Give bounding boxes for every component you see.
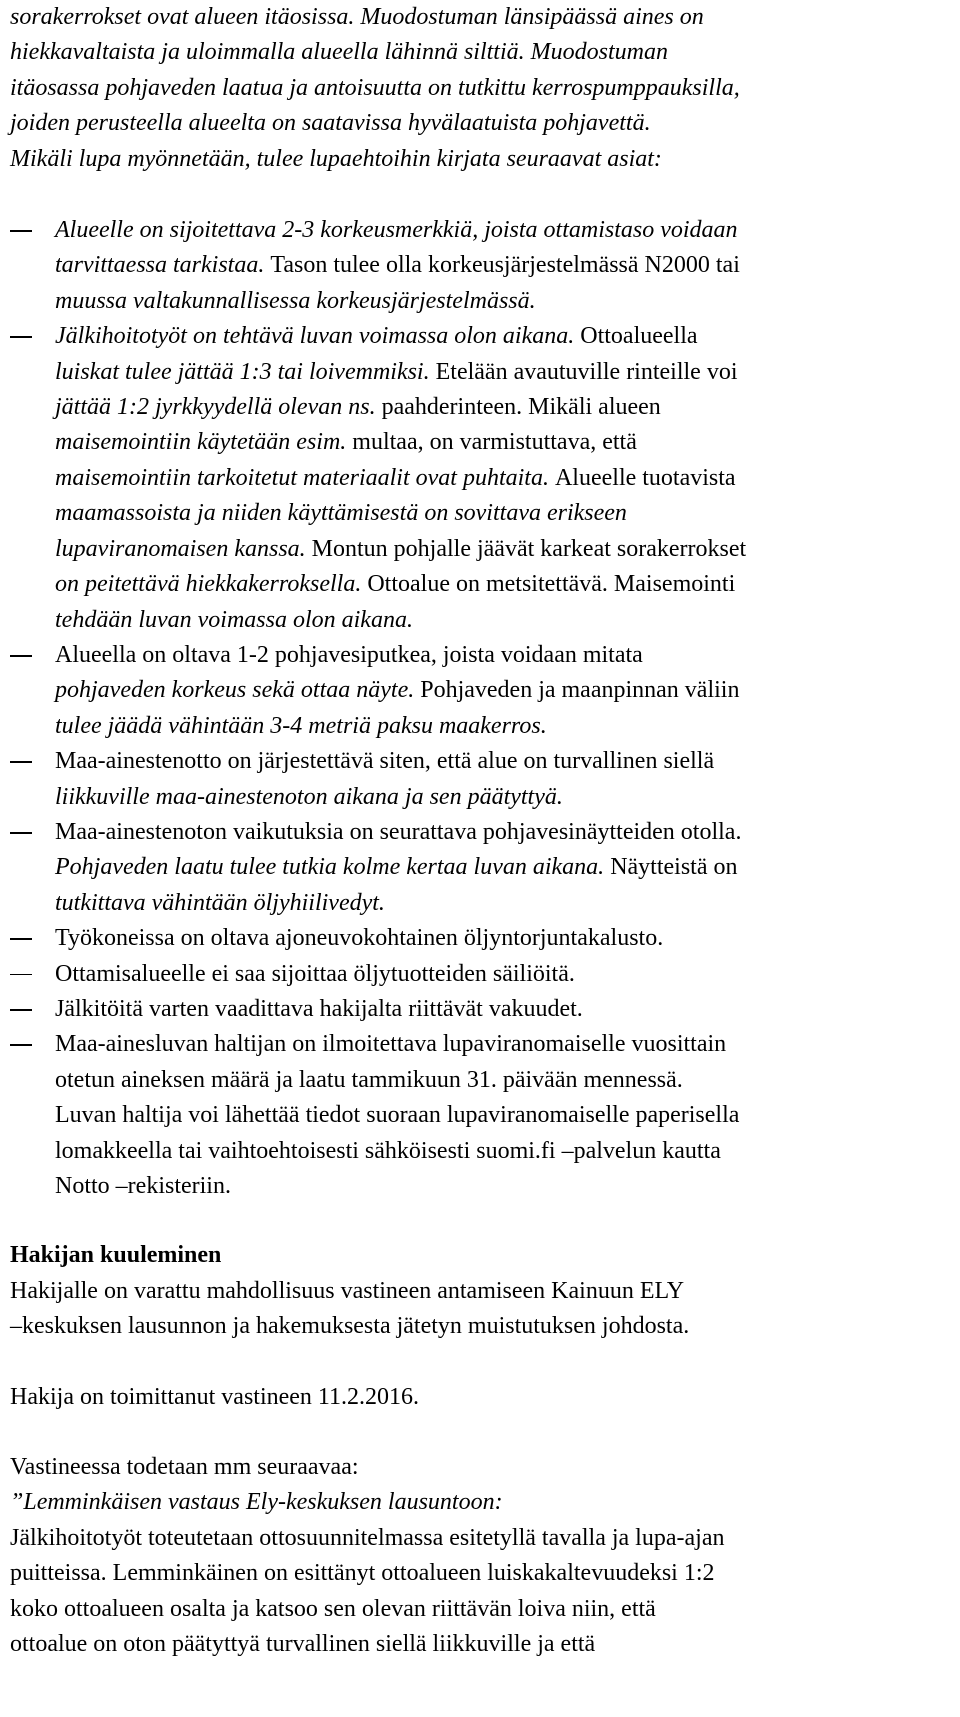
hearing-intro-paragraph [10, 1274, 950, 1345]
condition-line [55, 567, 950, 602]
condition-line [55, 425, 950, 460]
condition-text-run: Montun pohjalle jäävät karkeat sorakerrokset [311, 535, 747, 562]
condition-line [55, 496, 950, 531]
condition-text-run: muussa valtakunnallisessa korkeusjärjestelmässä. [55, 287, 536, 314]
quote-line: ottoalue on oton päätyttyä turvallinen siellä liikkuville ja että [10, 1631, 596, 1658]
condition-line [55, 992, 950, 1027]
permit-condition-item [10, 1027, 950, 1204]
condition-line [55, 957, 950, 992]
condition-text-run: Etelään avautuville rinteille voi [435, 358, 738, 385]
quote-line: koko ottoalueen osalta ja katsoo sen olevan riittävän loiva niin, että [10, 1595, 656, 1622]
condition-text-run: Notto –rekisteriin. [55, 1173, 231, 1199]
permit-condition-item [10, 213, 950, 319]
condition-line [55, 532, 950, 567]
condition-text-run: maisemointiin käytetään esim. [55, 429, 353, 456]
section-heading-hakijan-kuuleminen: Hakijan kuuleminen [10, 1242, 222, 1269]
condition-text-run: Tason tulee olla korkeusjärjestelmässä N2000 tai [270, 252, 740, 279]
dash-bullet-icon [10, 974, 32, 976]
condition-text-run: Jälkihoitotyöt on tehtävä luvan voimassa olon aikana. [55, 323, 581, 350]
condition-text-run: Maa-ainestenoton vaikutuksia on seurattava pohjavesinäytteiden otolla. [55, 818, 742, 845]
condition-text-run: Pohjaveden laatu tulee tutkia kolme kertaa luvan aikana. [55, 854, 611, 881]
condition-line [55, 390, 950, 425]
condition-line [55, 1027, 950, 1062]
condition-text-run: Työkoneissa on oltava ajoneuvokohtainen öljyntorjuntakalusto. [55, 925, 664, 952]
condition-text-run: Maa-ainestenotto on järjestettävä siten, että alue on turvallinen siellä [55, 748, 715, 775]
condition-line [55, 284, 950, 319]
intro-paragraph [10, 0, 950, 177]
condition-line [55, 850, 950, 885]
condition-line [55, 1063, 950, 1098]
condition-line [55, 921, 950, 956]
condition-text-run: on peitettävä hiekkakerroksella. [55, 571, 368, 598]
dash-bullet-icon [10, 832, 32, 834]
dash-bullet-icon [10, 761, 32, 763]
condition-text-run: Luvan haltija voi lähettää tiedot suoraan lupaviranomaiselle paperisella [55, 1102, 740, 1129]
condition-text-run: Ottamisalueelle ei saa sijoittaa öljytuotteiden säiliöitä. [55, 960, 575, 987]
condition-text-run: Alueelle on sijoitettava 2-3 korkeusmerkkiä, joista ottamistaso voidaan [55, 217, 738, 244]
intro-line: joiden perusteella alueelta on saatavissa hyvälaatuista pohjavettä. [10, 110, 651, 137]
quote-line: Jälkihoitotyöt toteutetaan ottosuunnitelmassa esitetyllä tavalla ja lupa-ajan [10, 1524, 725, 1551]
permit-condition-item [10, 992, 950, 1027]
permit-condition-item [10, 957, 950, 992]
intro-line: Mikäli lupa myönnetään, tulee lupaehtoihin kirjata seuraavat asiat: [10, 145, 662, 172]
condition-text-run: Alueella on oltava 1-2 pohjavesiputkea, joista voidaan mitata [55, 641, 643, 668]
condition-line [55, 638, 950, 673]
condition-line [55, 1169, 950, 1204]
response-intro: Vastineessa todetaan mm seuraavaa: [10, 1454, 359, 1481]
condition-text-run: Alueelle tuotavista [554, 464, 736, 491]
dash-bullet-icon [10, 655, 32, 657]
dash-bullet-icon [10, 938, 32, 940]
condition-text-run: tarvittaessa tarkistaa. [55, 252, 271, 279]
condition-line [55, 213, 950, 248]
condition-text-run: maamassoista ja niiden käyttämisestä on sovittava erikseen [55, 500, 627, 527]
response-date-text: Hakija on toimittanut vastineen 11.2.2016. [10, 1383, 420, 1410]
intro-line: itäosassa pohjaveden laatua ja antoisuutta on tutkittu kerrospumppauksilla, [10, 74, 740, 101]
condition-line [55, 248, 950, 283]
condition-text-run: tehdään luvan voimassa olon aikana. [55, 606, 413, 633]
hearing-intro-line: –keskuksen lausunnon ja hakemuksesta jätetyn muistutuksen johdosta. [10, 1313, 690, 1340]
condition-text-run: paahderinteen. Mikäli alueen [381, 394, 661, 421]
dash-bullet-icon [10, 1009, 32, 1011]
condition-line [55, 1134, 950, 1169]
condition-line [55, 744, 950, 779]
condition-line [55, 355, 950, 390]
condition-text-run: Ottoalueella [580, 323, 698, 350]
condition-text-run: luiskat tulee jättää 1:3 tai loivemmiksi. [55, 358, 436, 385]
condition-text-run: maisemointiin tarkoitetut materiaalit ovat puhtaita. [55, 464, 555, 491]
condition-line [55, 886, 950, 921]
intro-line: sorakerrokset ovat alueen itäosissa. Muodostuman länsipäässä aines on [10, 4, 704, 30]
condition-line [55, 815, 950, 850]
condition-text-run: tulee jäädä vähintään 3-4 metriä paksu maakerros. [55, 712, 547, 739]
document-page [10, 0, 950, 1662]
condition-line [55, 780, 950, 815]
intro-line: hiekkavaltaista ja uloimmalla alueella lähinnä silttiä. Muodostuman [10, 39, 668, 66]
condition-line [55, 319, 950, 354]
condition-text-run: Jälkitöitä varten vaadittava hakijalta riittävät vakuudet. [55, 995, 583, 1022]
condition-text-run: lomakkeella tai vaihtoehtoisesti sähköisesti suomi.fi –palvelun kautta [55, 1137, 721, 1164]
dash-bullet-icon [10, 1044, 32, 1046]
condition-text-run: otetun aineksen määrä ja laatu tammikuun 31. päivään mennessä. [55, 1066, 683, 1093]
dash-bullet-icon [10, 230, 32, 232]
condition-line [55, 603, 950, 638]
quote-title: ”Lemminkäisen vastaus Ely-keskuksen lausuntoon: [10, 1489, 503, 1516]
condition-text-run: jättää 1:2 jyrkkyydellä olevan ns. [55, 394, 382, 421]
condition-text-run: Ottoalue on metsitettävä. Maisemointi [367, 571, 736, 598]
dash-bullet-icon [10, 336, 32, 338]
condition-text-run: tutkittava vähintään öljyhiilivedyt. [55, 889, 385, 916]
quote-line: puitteissa. Lemminkäinen on esittänyt ottoalueen luiskakaltevuudeksi 1:2 [10, 1560, 715, 1587]
condition-text-run: multaa, on varmistuttava, että [352, 429, 637, 456]
permit-condition-item [10, 319, 950, 638]
condition-text-run: Näytteistä on [610, 854, 738, 881]
response-summary [10, 1450, 950, 1662]
condition-line [55, 1098, 950, 1133]
condition-line [55, 709, 950, 744]
hearing-intro-line: Hakijalle on varattu mahdollisuus vastineen antamiseen Kainuun ELY [10, 1277, 685, 1304]
condition-text-run: liikkuville maa-ainestenoton aikana ja sen päätyttyä. [55, 783, 563, 810]
condition-text-run: pohjaveden korkeus sekä ottaa näyte. [55, 677, 421, 704]
permit-condition-item [10, 921, 950, 956]
condition-line [55, 673, 950, 708]
permit-conditions-list [10, 213, 950, 1204]
permit-condition-item [10, 638, 950, 744]
permit-condition-item [10, 815, 950, 921]
permit-condition-item [10, 744, 950, 815]
condition-text-run: lupaviranomaisen kanssa. [55, 535, 312, 562]
condition-text-run: Maa-ainesluvan haltijan on ilmoitettava lupaviranomaiselle vuosittain [55, 1031, 727, 1058]
condition-line [55, 461, 950, 496]
condition-text-run: Pohjaveden ja maanpinnan väliin [420, 677, 740, 704]
